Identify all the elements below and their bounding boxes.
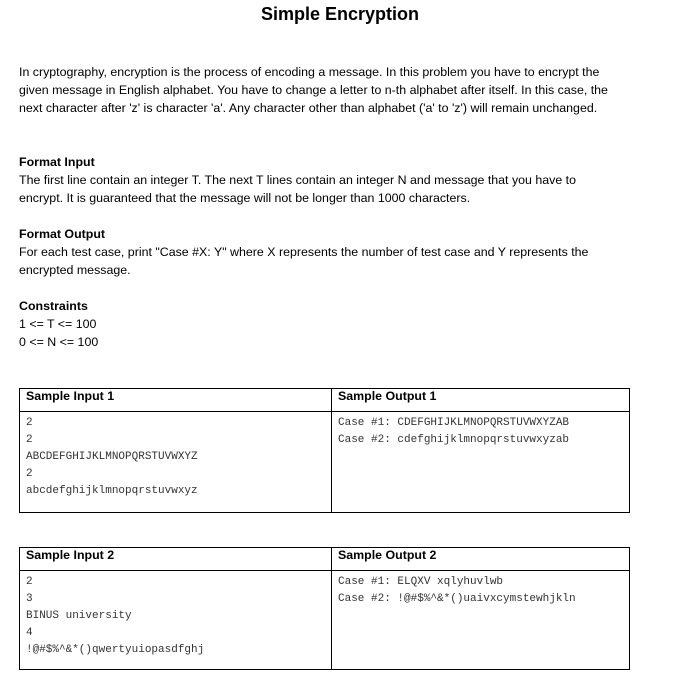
- format-input-line: encrypt. It is guaranteed that the message will not be longer than 1000 characters.: [19, 191, 471, 205]
- sample-output-header: Sample Output 1: [332, 389, 630, 412]
- constraints-list: [19, 315, 661, 351]
- sample-table-2: [19, 547, 630, 670]
- sample-input-line: BINUS university: [26, 610, 132, 622]
- constraints-heading: Constraints: [19, 299, 88, 313]
- sample-input-line: !@#$%^&*()qwertyuiopasdfghj: [26, 644, 205, 656]
- sample-input-line: 2: [26, 417, 33, 429]
- format-input-heading: Format Input: [19, 155, 95, 169]
- sample-output-block: [332, 571, 629, 608]
- constraint-item: 0 <= N <= 100: [19, 335, 99, 349]
- sample-input-block: [20, 571, 331, 659]
- sample-output-block: [332, 412, 629, 449]
- format-input-text: [19, 171, 661, 207]
- page-title: Simple Encryption: [260, 4, 420, 24]
- sample-input-cell: [20, 412, 332, 513]
- sample-input-line: 2: [26, 434, 33, 446]
- sample-output-line: Case #1: CDEFGHIJKLMNOPQRSTUVWXYZAB: [338, 417, 570, 429]
- format-output-heading: Format Output: [19, 227, 106, 241]
- sample-input-line: 4: [26, 627, 33, 639]
- sample-input-line: ABCDEFGHIJKLMNOPQRSTUVWXYZ: [26, 451, 198, 463]
- sample-input-line: 2: [26, 576, 33, 588]
- sample-input-line: 3: [26, 593, 33, 605]
- intro-line: In cryptography, encryption is the process of encoding a message. In this problem you have to encrypt the: [19, 65, 600, 79]
- intro-line: given message in English alphabet. You have to change a letter to n-th alphabet after itself. In this case, the: [19, 83, 608, 97]
- sample-input-block: [20, 412, 331, 500]
- format-output-line: encrypted message.: [19, 263, 131, 277]
- sample-output-header: Sample Output 2: [332, 548, 630, 571]
- constraint-item: 1 <= T <= 100: [19, 317, 97, 331]
- intro-line: next character after 'z' is character 'a'. Any character other than alphabet ('a' to 'z') will remain unchanged.: [19, 101, 598, 115]
- intro-paragraph: [19, 63, 661, 117]
- sample-output-line: Case #2: !@#$%^&*()uaivxcymstewhjkln: [338, 593, 576, 605]
- sample-output-line: Case #1: ELQXV xqlyhuvlwb: [338, 576, 504, 588]
- sample-input-header: Sample Input 1: [20, 389, 332, 412]
- sample-output-cell: [332, 412, 630, 513]
- format-input-line: The first line contain an integer T. The next T lines contain an integer N and message that you have to: [19, 173, 577, 187]
- format-output-line: For each test case, print "Case #X: Y" where X represents the number of test case and Y represents the: [19, 245, 589, 259]
- sample-output-line: Case #2: cdefghijklmnopqrstuvwxyzab: [338, 434, 570, 446]
- sample-input-line: abcdefghijklmnopqrstuvwxyz: [26, 485, 198, 497]
- sample-input-cell: [20, 571, 332, 670]
- format-output-text: [19, 243, 661, 279]
- sample-table-1: [19, 388, 630, 513]
- sample-input-header: Sample Input 2: [20, 548, 332, 571]
- sample-input-line: 2: [26, 468, 33, 480]
- sample-output-cell: [332, 571, 630, 670]
